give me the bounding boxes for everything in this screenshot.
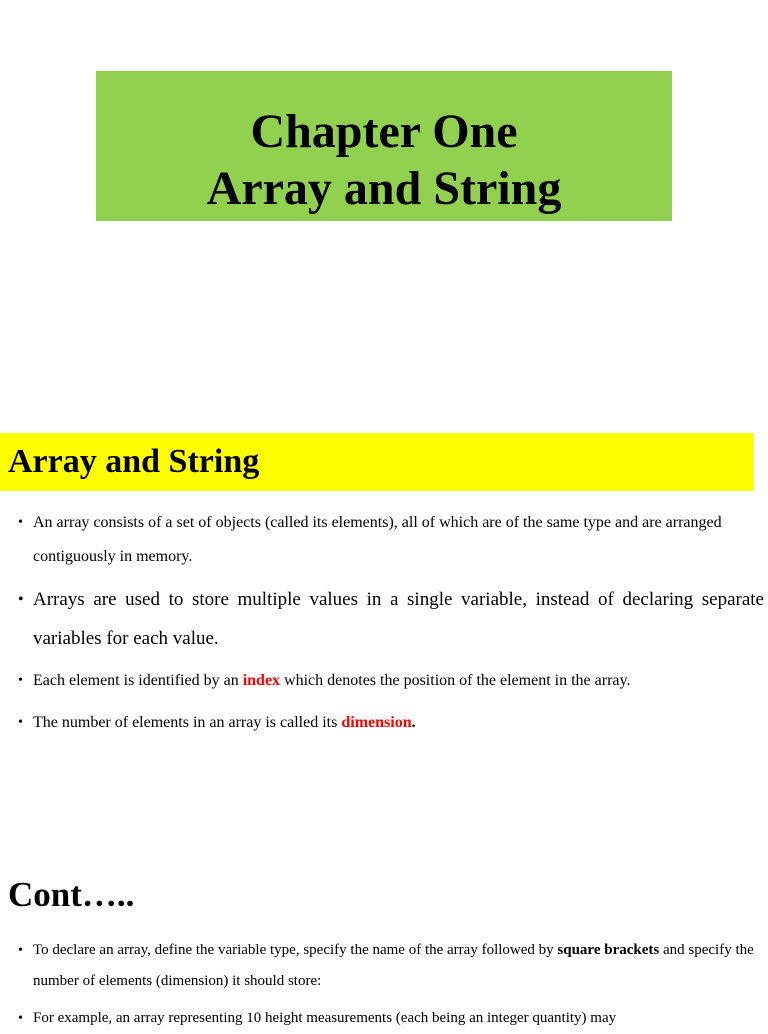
- bullet-item: [18, 706, 764, 740]
- bullet-text-after: and specify the number of elements (dimension) it should store:: [33, 942, 754, 989]
- bullet-dot-icon: •: [18, 591, 24, 608]
- bullet-text: For example, an array representing 10 height measurements (each being an integer quantity) may: [33, 1010, 617, 1026]
- bullet-item: [18, 1003, 764, 1034]
- term-square-brackets: square brackets: [557, 942, 660, 958]
- bullet-item: [18, 506, 764, 574]
- bullet-text-before: The number of elements in an array is called its: [33, 714, 342, 731]
- term-dimension: dimension: [341, 714, 412, 731]
- term-index: index: [242, 672, 281, 689]
- bullet-dot-icon: •: [18, 1011, 23, 1026]
- bullet-item: [18, 580, 764, 658]
- slide-title-box: [96, 71, 672, 221]
- bullet-dot-icon: •: [18, 943, 23, 958]
- bullet-list-cont: [18, 935, 764, 1034]
- slide-title-line1: Chapter One: [250, 105, 518, 158]
- bullet-text: An array consists of a set of objects (called its elements), all of which are of the same type and are arranged contiguously in memory.: [33, 514, 722, 565]
- bullet-text-before: Each element is identified by an: [33, 672, 243, 689]
- bullet-text-after: which denotes the position of the element in the array.: [280, 672, 631, 689]
- bullet-text-before: To declare an array, define the variable type, specify the name of the array followed by: [33, 942, 558, 958]
- bullet-text-after: .: [411, 714, 416, 731]
- bullet-item: [18, 664, 764, 698]
- bullet-dot-icon: •: [18, 515, 23, 530]
- slide-title-line2: Array and String: [206, 162, 562, 215]
- bullet-list: [18, 506, 764, 740]
- bullet-dot-icon: •: [18, 715, 23, 730]
- section-heading: Array and String: [8, 443, 260, 480]
- cont-heading: Cont…..: [8, 875, 135, 914]
- bullet-dot-icon: •: [18, 673, 23, 688]
- bullet-text: Arrays are used to store multiple values in a single variable, instead of declaring separate variables for each value.: [33, 589, 764, 649]
- bullet-item: [18, 935, 764, 997]
